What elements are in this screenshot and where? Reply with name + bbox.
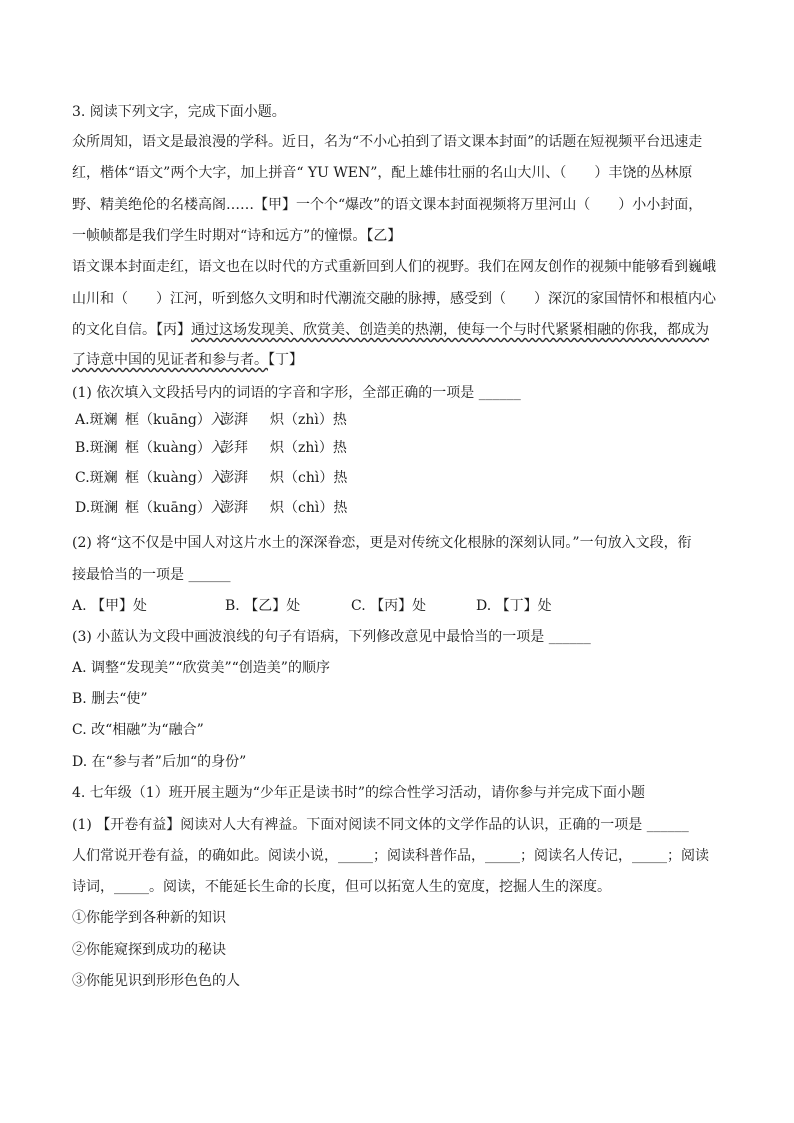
q3-sub3-option-a: A. 调整“发现美”“欣赏美”“创造美”的顺序 xyxy=(72,660,330,676)
q4-sub1-stem: (1) 【开卷有益】阅读对人大有裨益。下面对阅读不同文体的文学作品的认识，正确的一项是 ______ xyxy=(72,817,689,833)
option-word: A.斑斓 xyxy=(75,412,118,428)
option-word: 澎湃 xyxy=(220,500,248,516)
q3-sub3-option-c: C. 改“相融”为“融合” xyxy=(72,722,204,738)
q3-passage-line-with-wavy xyxy=(72,320,722,340)
option-b: B. 【乙】处 xyxy=(225,598,301,614)
option-word: 框（kuāng）入 xyxy=(125,500,225,516)
option-word: C.斑斓 xyxy=(75,470,118,486)
option-word: 框（kuàng）入 xyxy=(125,470,225,486)
q3-sub1-option-b xyxy=(75,438,725,458)
option-word: 炽（zhì）热 xyxy=(270,412,347,428)
q4-sub1-text: 诗词，_____。阅读，不能延长生命的长度，但可以拓宽人生的宽度，挖掘人生的深度。 xyxy=(72,879,611,895)
q3-sub1-option-d xyxy=(75,498,725,518)
q3-sub2-options xyxy=(72,596,722,616)
q3-sub1-stem: (1) 依次填入文段括号内的词语的字音和字形，全部正确的一项是 ______ xyxy=(72,385,521,401)
q3-sub3-option-b: B. 删去“使” xyxy=(72,691,148,707)
q3-heading: 3. 阅读下列文字，完成下面小题。 xyxy=(72,104,286,120)
option-word: 澎湃 xyxy=(220,412,248,428)
q3-sub3-option-d: D. 在“参与者”后加“的身份” xyxy=(72,754,247,770)
option-word: B.斑澜 xyxy=(75,440,118,456)
q4-sub1-item: ②你能窥探到成功的秘诀 xyxy=(72,942,226,958)
option-word: 澎湃 xyxy=(220,470,248,486)
q3-sub2-stem: 接最恰当的一项是 ______ xyxy=(72,567,231,583)
option-word: 炽（chì）热 xyxy=(270,470,348,486)
option-d: D. 【丁】处 xyxy=(476,598,552,614)
passage-text: 的文化自信。【丙】 xyxy=(72,322,191,338)
q3-sub1-option-a xyxy=(75,410,725,430)
q3-passage-line-with-wavy xyxy=(72,350,722,370)
q3-passage-line: 众所周知，语文是最浪漫的学科。近日，名为“不小心拍到了语文课本封面”的话题在短视频平台迅速走 xyxy=(72,134,703,150)
wavy-underlined-sentence: 了诗意中国的见证者和参与者。 xyxy=(72,352,268,368)
passage-mark: 【丁】 xyxy=(268,352,303,368)
q3-passage-line: 语文课本封面走红，语文也在以时代的方式重新回到人们的视野。我们在网友创作的视频中能够看到巍峨 xyxy=(72,259,716,275)
q3-passage-line: 一帧帧都是我们学生时期对“诗和远方”的憧憬。【乙】 xyxy=(72,228,402,244)
q3-sub1-option-c xyxy=(75,468,725,488)
q3-sub2-stem: (2) 将“这不仅是中国人对这片水土的深深眷恋，更是对传统文化根脉的深刻认同。”一句放入文段，衔 xyxy=(72,535,692,551)
wavy-underlined-sentence: 通过这场发现美、欣赏美、创造美的热潮，使每一个与时代紧紧相融的你我，都成为 xyxy=(191,322,709,338)
q3-passage-line: 山川和（ ）江河，听到悠久文明和时代潮流交融的脉搏，感受到（ ）深沉的家国情怀和根植内心 xyxy=(72,291,716,307)
q3-sub3-stem: (3) 小蓝认为文段中画波浪线的句子有语病，下列修改意见中最恰当的一项是 ______ xyxy=(72,629,591,645)
q4-sub1-item: ①你能学到各种新的知识 xyxy=(72,910,226,926)
option-word: D.斑澜 xyxy=(75,500,119,516)
option-c: C. 【丙】处 xyxy=(351,598,427,614)
q4-sub1-item: ③你能见识到形形色色的人 xyxy=(72,973,240,989)
option-word: 炽（chì）热 xyxy=(270,500,348,516)
option-word: 框（kuāng）入 xyxy=(125,412,225,428)
option-word: 框（kuàng）入 xyxy=(125,440,225,456)
q4-heading: 4. 七年级（1）班开展主题为“少年正是读书时”的综合性学习活动，请你参与并完成下面小题 xyxy=(72,785,646,801)
q4-sub1-text: 人们常说开卷有益，的确如此。阅读小说，_____；阅读科普作品，_____；阅读名人传记，_____；阅读 xyxy=(72,848,709,864)
option-a: A. 【甲】处 xyxy=(72,598,148,614)
option-word: 彭拜 xyxy=(220,440,248,456)
option-word: 炽（zhì）热 xyxy=(270,440,347,456)
q3-passage-line: 野、精美绝伦的名楼高阁……【甲】一个个“爆改”的语文课本封面视频将万里河山（ ）小小封面， xyxy=(72,197,703,213)
q3-passage-line: 红，楷体“语文”两个大字，加上拼音“ YU WEN”，配上雄伟壮丽的名山大川、（ ）丰饶的丛林原 xyxy=(72,165,693,181)
